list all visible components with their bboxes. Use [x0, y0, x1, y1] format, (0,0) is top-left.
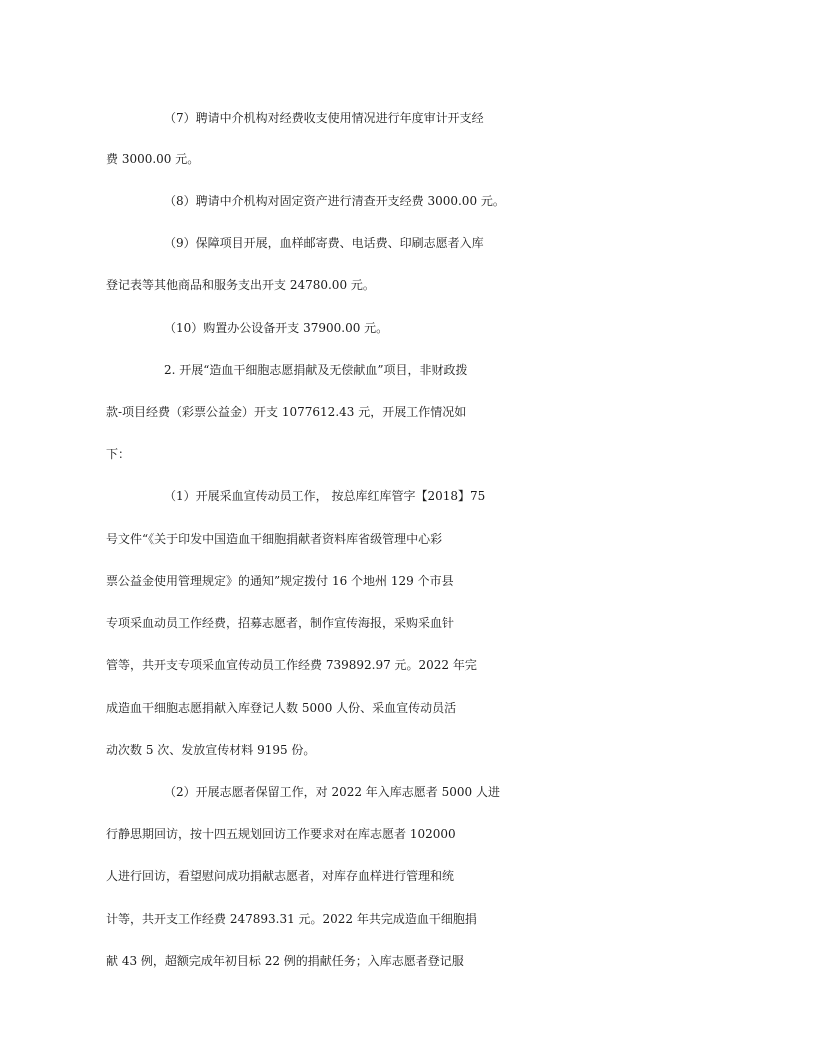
text-line: 人进行回访，看望慰问成功捐献志愿者，对库存血样进行管理和统 [106, 869, 455, 883]
text-line: 成造血干细胞志愿捐献入库登记人数 5000 人份、采血宣传动员活 [106, 701, 457, 715]
text-line: 下： [106, 447, 131, 461]
text-line: 登记表等其他商品和服务支出开支 24780.00 元。 [106, 278, 375, 292]
text-line: 2. 开展“造血干细胞志愿捐献及无偿献血”项目，非财政拨 [164, 363, 468, 377]
text-line: （8）聘请中介机构对固定资产进行清查开支经费 3000.00 元。 [164, 194, 505, 208]
text-line: （2）开展志愿者保留工作，对 2022 年入库志愿者 5000 人进 [164, 785, 500, 799]
text-line: 费 3000.00 元。 [106, 152, 200, 166]
text-line: 票公益金使用管理规定》的通知”规定拨付 16 个地州 129 个市县 [106, 574, 454, 588]
text-line: 动次数 5 次、发放宣传材料 9195 份。 [106, 743, 316, 757]
text-line: 行静思期回访，按十四五规划回访工作要求对在库志愿者 102000 [106, 827, 456, 841]
text-line: （1）开展采血宣传动员工作， 按总库红库管字【2018】75 [164, 489, 486, 503]
text-line: 号文件“《关于印发中国造血干细胞捐献者资料库省级管理中心彩 [106, 532, 443, 546]
text-line: 计等，共开支工作经费 247893.31 元。2022 年共完成造血干细胞捐 [106, 912, 477, 926]
text-line: 专项采血动员工作经费，招募志愿者，制作宣传海报，采购采血针 [106, 616, 455, 630]
text-line: （7）聘请中介机构对经费收支使用情况进行年度审计开支经 [164, 111, 484, 125]
text-line: （9）保障项目开展，血样邮寄费、电话费、印刷志愿者入库 [164, 236, 484, 250]
text-line: 管等，共开支专项采血宣传动员工作经费 739892.97 元。2022 年完 [106, 658, 477, 672]
text-line: 献 43 例，超额完成年初目标 22 例的捐献任务；入库志愿者登记服 [106, 954, 464, 968]
text-line: （10）购置办公设备开支 37900.00 元。 [164, 321, 389, 335]
text-line: 款-项目经费（彩票公益金）开支 1077612.43 元，开展工作情况如 [106, 405, 467, 419]
